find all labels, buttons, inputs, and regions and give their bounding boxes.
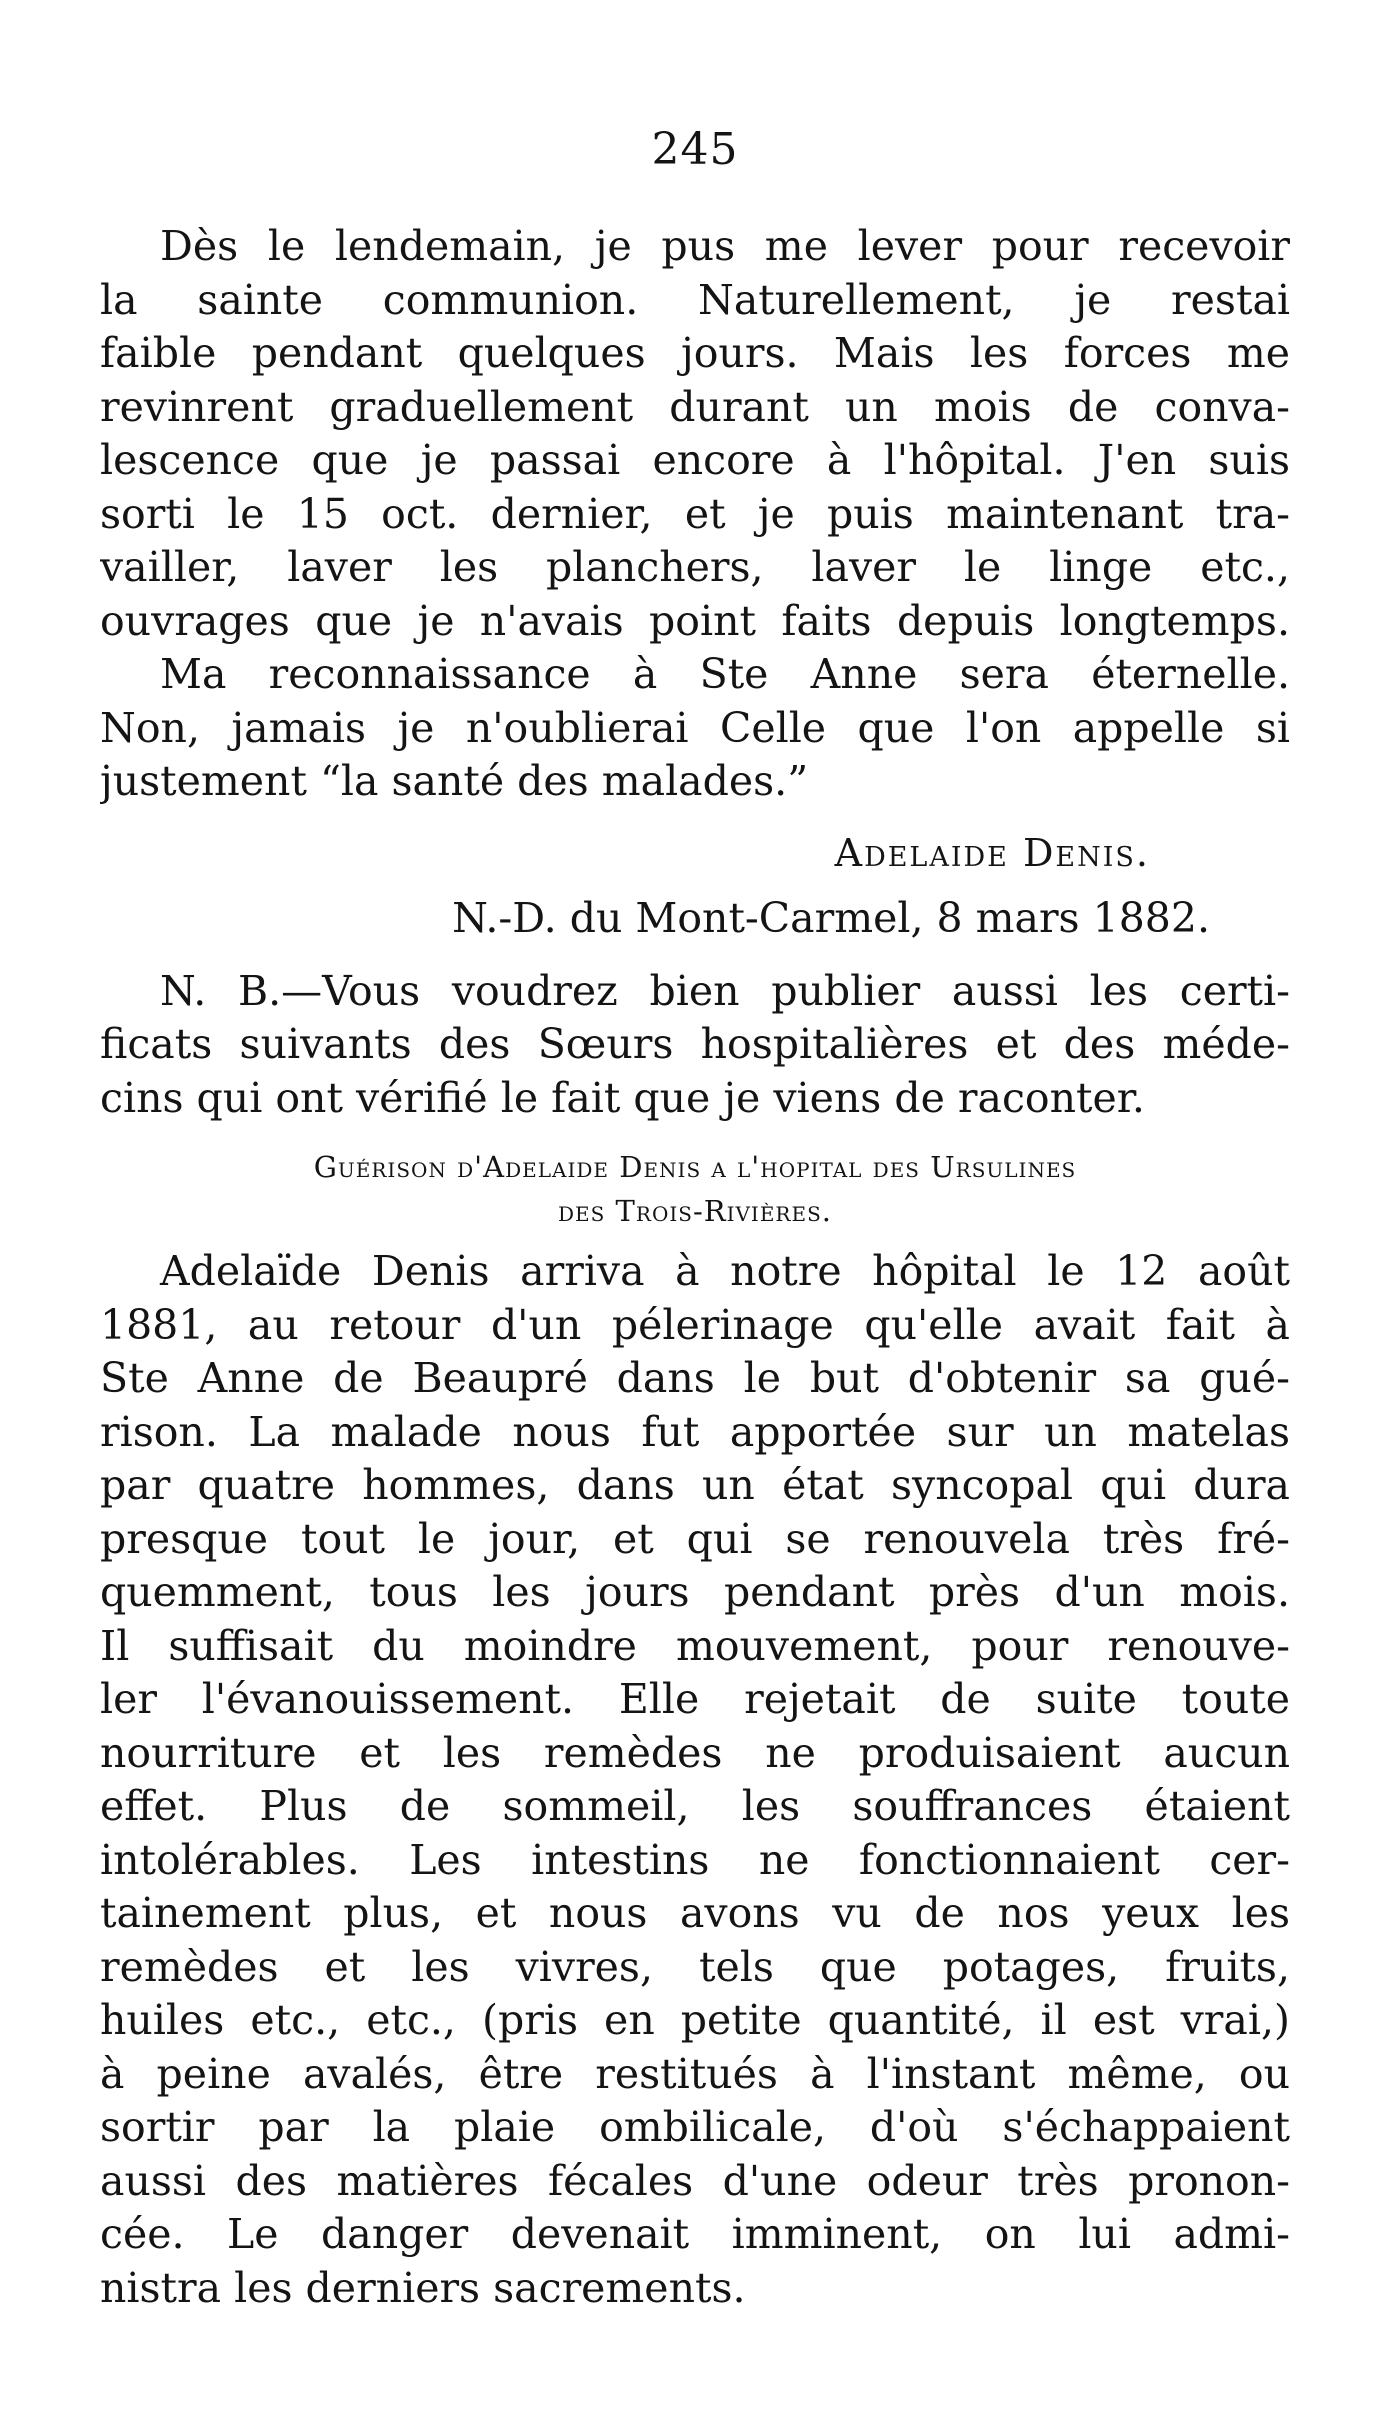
text-line: cée. Le danger devenait imminent, on lui admi-: [100, 2210, 1290, 2258]
nb-paragraph: [100, 965, 1290, 1126]
text-line: ouvrages que je n'avais point faits depuis longtemps.: [100, 596, 1290, 645]
text-line: remèdes et les vivres, tels que potages, fruits,: [100, 1942, 1290, 1991]
text-line: N. B.—Vous voudrez bien publier aussi les certi-: [160, 966, 1290, 1015]
text-line: Ste Anne de Beaupré dans le but d'obtenir sa gué-: [100, 1354, 1290, 1402]
text-line: vailler, laver les planchers, laver le linge etc.,: [100, 543, 1290, 591]
text-line: huiles etc., etc., (pris en petite quantité, il est vrai,): [100, 1996, 1290, 2044]
text-line: ler l'évanouissement. Elle rejetait de suite toute: [100, 1675, 1290, 1723]
text-line: Dès le lendemain, je pus me lever pour recevoir: [160, 222, 1290, 270]
heading-line: des Trois-Rivières.: [557, 1194, 832, 1228]
text-line: intolérables. Les intestins ne fonctionnaient cer-: [100, 1835, 1290, 1884]
page-number: 245: [651, 124, 739, 175]
heading-line: Guérison d'Adelaide Denis a l'hopital des Ursulines: [313, 1150, 1077, 1184]
signature: Adelaide Denis.: [834, 830, 1150, 875]
text-line: rison. La malade nous fut apportée sur un matelas: [100, 1407, 1290, 1456]
text-line: 1881, au retour d'un pélerinage qu'elle avait fait à: [100, 1300, 1290, 1349]
text-line: par quatre hommes, dans un état syncopal qui dura: [100, 1461, 1290, 1509]
text-line: Adelaïde Denis arriva à notre hôpital le 12 août: [160, 1247, 1290, 1295]
text-line: faible pendant quelques jours. Mais les forces me: [100, 329, 1290, 377]
text-line: Il suffisait du moindre mouvement, pour renouve-: [100, 1621, 1290, 1670]
text-line: sortir par la plaie ombilicale, d'où s'échappaient: [100, 2103, 1290, 2151]
text-line: revinrent graduellement durant un mois de conva-: [100, 382, 1290, 431]
text-line: Non, jamais je n'oublierai Celle que l'on appelle si: [100, 703, 1290, 752]
text-line: tainement plus, et nous avons vu de nos yeux les: [100, 1889, 1290, 1937]
text-line: Ma reconnaissance à Ste Anne sera éternelle.: [160, 650, 1290, 698]
report-paragraph: [100, 1245, 1290, 2315]
book-page: [100, 120, 1290, 2315]
text-line: effet. Plus de sommeil, les souffrances étaient: [100, 1782, 1290, 1830]
text-line: ficats suivants des Sœurs hospitalières et des méde-: [100, 1020, 1290, 1068]
text-line: sorti le 15 oct. dernier, et je puis maintenant tra-: [100, 489, 1290, 538]
text-line: à peine avalés, être restitués à l'instant même, ou: [100, 2049, 1290, 2098]
text-line: aussi des matières fécales d'une odeur très pronon-: [100, 2156, 1290, 2205]
text-line: quemment, tous les jours pendant près d'un mois.: [100, 1568, 1290, 1616]
text-line: la sainte communion. Naturellement, je restai: [100, 275, 1290, 324]
text-line: presque tout le jour, et qui se renouvela très fré-: [100, 1514, 1290, 1563]
text-line: justement “la santé des malades.”: [100, 757, 809, 805]
text-line: cins qui ont vérifié le fait que je viens de raconter.: [100, 1073, 1145, 1122]
text-line: nistra les derniers sacrements.: [100, 2263, 746, 2312]
text-line: lescence que je passai encore à l'hôpital. J'en suis: [100, 436, 1290, 484]
place-date: N.-D. du Mont-Carmel, 8 mars 1882.: [452, 893, 1210, 942]
letter-paragraph: [100, 220, 1290, 809]
section-heading: [100, 1145, 1290, 1233]
text-line: nourriture et les remèdes ne produisaient aucun: [100, 1728, 1290, 1777]
